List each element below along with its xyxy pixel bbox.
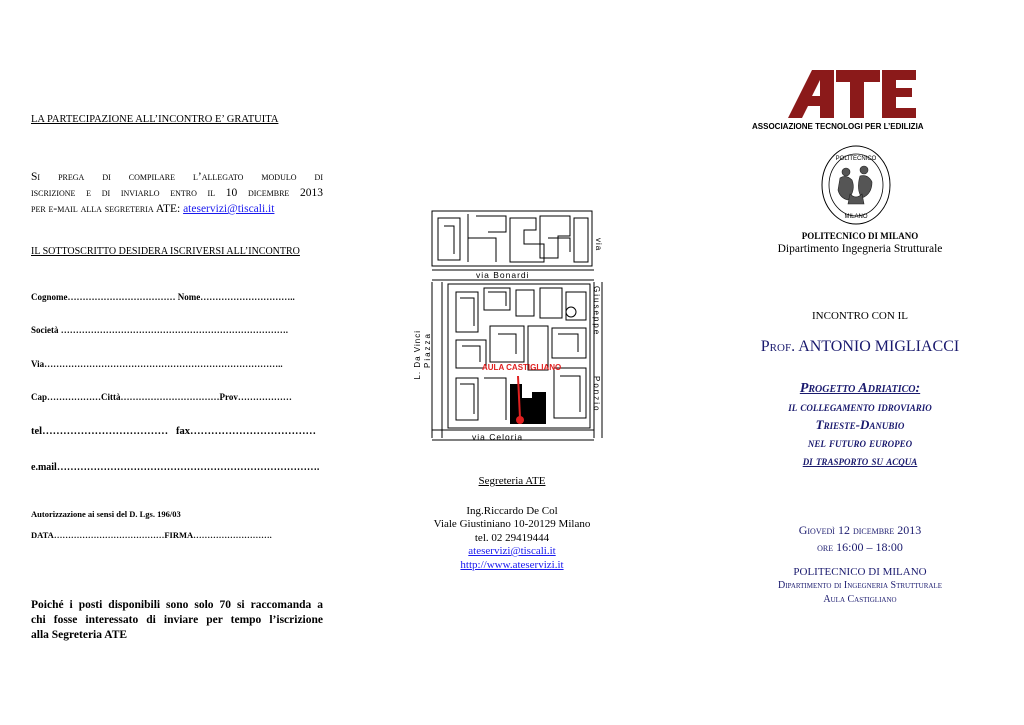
map-street-giuseppe: Giuseppe: [592, 286, 601, 337]
form-cap-citta-prov[interactable]: Cap………………Città……………………………Prov………………: [31, 392, 292, 402]
venue-line-1: POLITECNICO DI MILANO: [793, 566, 927, 578]
venue-line-3: Aula Castigliano: [823, 594, 897, 605]
topic-line-4: nel futuro europeo: [807, 436, 913, 450]
map-street-bonardi: via Bonardi: [476, 270, 530, 280]
topic-line-2: il collegamento idroviario: [788, 400, 932, 414]
ate-logo: [782, 64, 922, 126]
form-cognome-nome[interactable]: Cognome……………………………… Nome…………………………..: [31, 292, 295, 302]
form-via[interactable]: Via……………………………………………………………………..: [31, 359, 283, 369]
form-fax[interactable]: fax………………………………: [176, 426, 316, 437]
date-day: 12: [837, 523, 850, 537]
note-line-2: chi fosse interessato di inviare per tempo l’iscrizione: [31, 614, 323, 626]
note-line-1: Poiché i posti disponibili sono solo 70 si raccomanda a: [31, 599, 323, 611]
map-street-piazza: Piazza: [423, 332, 432, 369]
topic-line-3: Trieste-Danubio: [815, 417, 905, 432]
event-datetime: [720, 522, 1000, 556]
department-name: Dipartimento Ingegneria Strutturale: [777, 243, 943, 255]
contact-title: Segreteria ATE: [478, 475, 546, 487]
note-line-3: alla Segreteria ATE: [31, 629, 128, 641]
speaker-name: ANTONIO MIGLIACCI: [798, 338, 960, 355]
map-aula-label: AULA CASTIGLIANO: [482, 363, 562, 372]
incontro-label: INCONTRO CON IL: [812, 310, 908, 322]
aula-building: [510, 384, 546, 424]
subscribe-heading: IL SOTTOSCRITTO DESIDERA ISCRIVERSI ALL’INCONTRO: [31, 246, 300, 257]
form-email[interactable]: e.mail…………………………………………………………………….: [31, 462, 320, 473]
free-participation-heading: LA PARTECIPAZIONE ALL’INCONTRO E’ GRATUITA: [31, 114, 279, 125]
talk-topic: [720, 380, 1000, 470]
time-range: 16:00 – 18:00: [836, 540, 903, 554]
request-line-1: Si prega di compilare l’allegato modulo di: [31, 171, 323, 183]
form-societa[interactable]: Società ………………………………………………………………….: [31, 325, 288, 335]
institution-name: POLITECNICO DI MILANO: [801, 231, 919, 241]
request-email-link[interactable]: ateservizi@tiscali.it: [183, 203, 275, 215]
map-street-via-right: via: [594, 238, 603, 252]
ate-logo-mark: [782, 64, 922, 126]
request-line-3: per e-mail alla segreteria ATE:: [31, 203, 181, 215]
request-text: [31, 169, 323, 217]
seal-bottom-text: MILANO: [844, 214, 868, 220]
availability-note: [31, 598, 323, 643]
contact-block: [412, 475, 612, 572]
ate-subtitle: ASSOCIAZIONE TECNOLOGI PER L’EDILIZIA: [752, 122, 924, 131]
aula-marker: [516, 416, 524, 424]
contact-tel: tel. 02 29419444: [474, 531, 550, 544]
form-data-firma[interactable]: DATA…………………………………FIRMA……………………….: [31, 530, 272, 540]
politecnico-seal: [820, 144, 892, 226]
form-tel[interactable]: tel………………………………: [31, 426, 169, 437]
date-month-year: dicembre 2013: [852, 523, 922, 537]
date-prefix: Giovedì: [798, 523, 835, 537]
seal-top-text: POLITECNICO: [835, 156, 877, 162]
contact-email-link[interactable]: ateservizi@tiscali.it: [468, 545, 556, 557]
topic-line-1: Progetto Adriatico:: [799, 381, 921, 396]
speaker: [720, 338, 1000, 356]
contact-name: Ing.Riccardo De Col: [466, 504, 558, 517]
map-street-davinci: L. Da Vinci: [413, 330, 422, 380]
location-map: [428, 208, 606, 446]
contact-web-link[interactable]: http://www.ateservizi.it: [460, 558, 564, 571]
event-venue: [720, 565, 1000, 607]
topic-line-5: di trasporto su acqua: [802, 453, 918, 468]
request-line-2: iscrizione e di inviarlo entro il 10 dicembre 2013: [31, 187, 323, 199]
speaker-prefix: Prof.: [760, 338, 796, 355]
privacy-authorization: Autorizzazione ai sensi del D. Lgs. 196/03: [31, 509, 181, 519]
venue-line-2: Dipartimento di Ingegneria Strutturale: [778, 580, 942, 591]
time-prefix: ore: [817, 540, 834, 554]
contact-address: Viale Giustiniano 10-20129 Milano: [433, 518, 591, 530]
map-street-ponzio: Ponzio: [592, 376, 601, 413]
map-street-celoria: via Celoria: [472, 432, 524, 442]
